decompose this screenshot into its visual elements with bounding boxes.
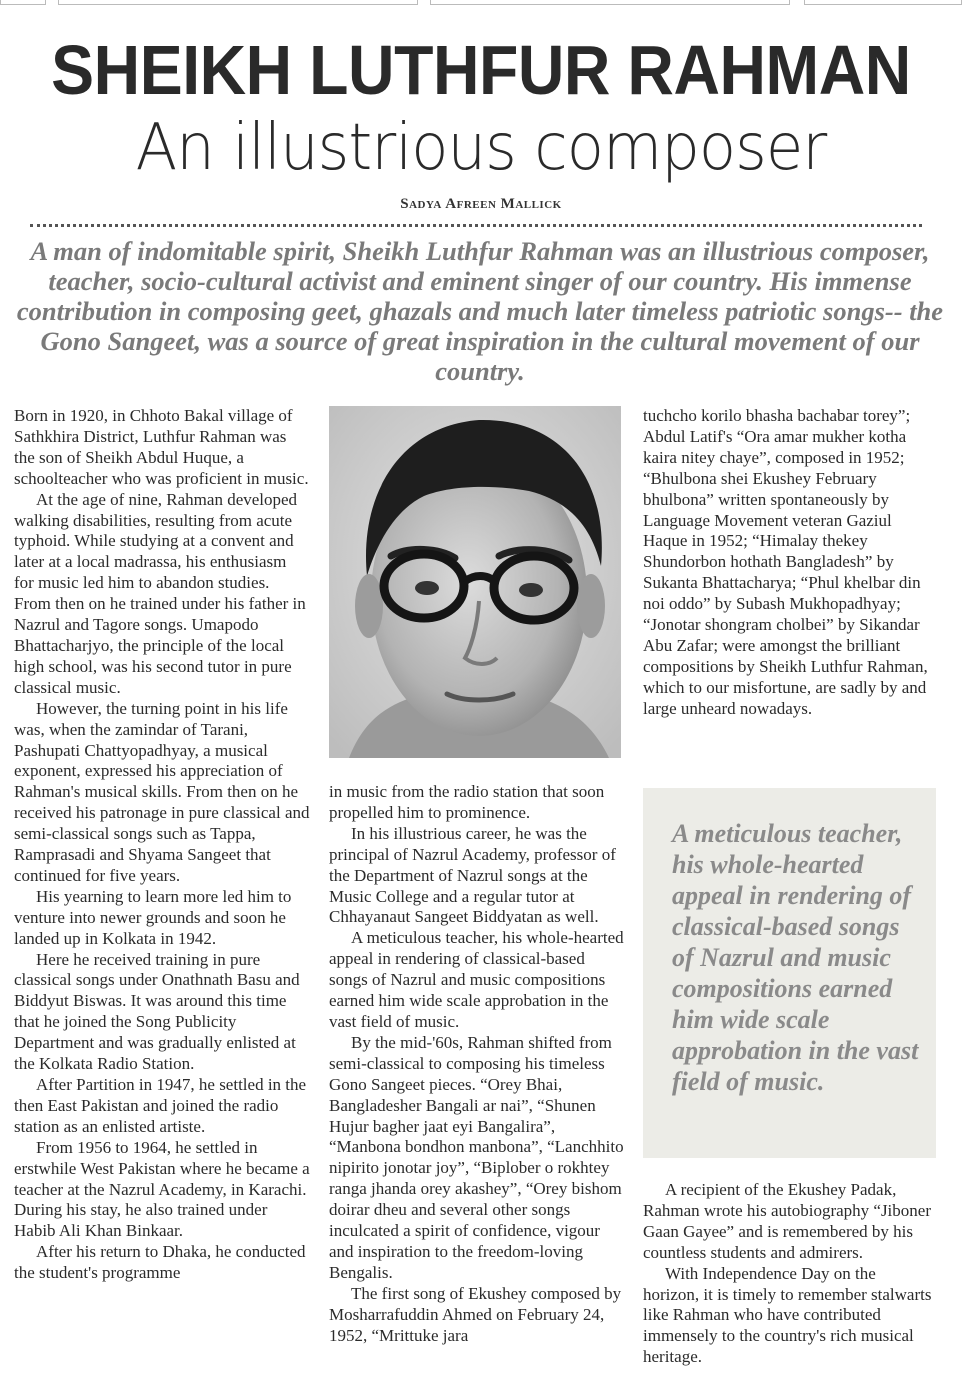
top-rule <box>58 0 418 5</box>
column-3-bottom <box>643 1180 935 1388</box>
column-2 <box>329 782 625 1388</box>
dotted-divider <box>30 224 922 228</box>
paragraph: Born in 1920, in Chhoto Bakal village of Sathkhira District, Luthfur Rahman was the son of Sheikh Abdul Huque, a schoolteacher who was proficient in music. <box>14 406 309 488</box>
paragraph: tuchcho korilo bhasha bachabar torey”; Abdul Latif's “Ora amar mukher kotha kaira nitey chaye”, composed in 1952; “Bhulbona shei Ekushey February bhulbona” written spontaneously by Language Movement veteran Gaziul Haque in 1952; “Himalay thekey Shundorbon hothath Bangladesh” by Sukanta Bhattacharya; “Phul khelbar din noi oddo” by Subash Mukhopadhyay; “Jonotar shongram cholbei” by Sikandar Abu Zafar; were amongst the brilliant compositions by Sheikh Luthfur Rahman, which to our misfortune, are sadly by and large unheard nowadays. <box>643 406 928 718</box>
portrait-photo <box>329 406 621 758</box>
intro-standfirst: A man of indomitable spirit, Sheikh Luthfur Rahman was an illustrious composer, teacher, socio-cultural activist and eminent singer of our country. His immense contribution in composing geet, ghazals and much later timeless patriotic songs-- the Gono Sangeet, was a source of great inspiration in the cultural movement of our country. <box>16 236 944 386</box>
portrait-illustration <box>329 406 621 758</box>
paragraph: By the mid-'60s, Rahman shifted from semi-classical to composing his timeless Gono Sangeet pieces. “Orey Bhai, Bangladesher Bangali ar nai”, “Shunen Hujur bagher jaat eyi Bangalira”, “Manbona bondhon manbona”, “Lanchhito nipirito jonotar joy”, “Biplober o rokhtey ranga jhanda orey akashey”, “Orey bishom doirar dheu and several other songs inculcated a spirit of confidence, vigour and inspiration to the freedom-loving Bengalis. <box>329 1032 624 1282</box>
paragraph: in music from the radio station that soon propelled him to prominence. <box>329 782 605 822</box>
column-1 <box>14 406 310 1388</box>
paragraph: A meticulous teacher, his whole-hearted appeal in rendering of classical-based songs of Nazrul and music compositions earned him wide scale approbation in the vast field of music. <box>329 928 624 1031</box>
column-3-top <box>643 406 935 766</box>
paragraph: Here he received training in pure classical songs under Onathnath Basu and Biddyut Biswas. It was around this time that he joined the Song Publicity Department and was gradually enlisted at the Kolkata Radio Station. <box>14 949 300 1074</box>
subheadline: An illustrious composer <box>135 111 827 185</box>
byline: Sadya Afreen Mallick <box>400 196 562 212</box>
headline: SHEIKH LUTHFUR RAHMAN <box>51 31 911 109</box>
paragraph: His yearning to learn more led him to venture into newer grounds and soon he landed up in Kolkata in 1942. <box>14 886 292 948</box>
paragraph: In his illustrious career, he was the principal of Nazrul Academy, professor of the Department of Nazrul songs at the Music College and a regular tutor at Chhayanaut Sangeet Biddyatan as well. <box>329 823 616 927</box>
top-rule <box>804 0 962 5</box>
top-rule <box>430 0 790 5</box>
paragraph: From 1956 to 1964, he settled in erstwhile West Pakistan where he became a teacher at the Nazrul Academy, in Karachi. During his stay, he also trained under Habib Ali Khan Binkaar. <box>14 1137 310 1241</box>
paragraph: At the age of nine, Rahman developed walking disabilities, resulting from acute typhoid. While studying at a convent and later at a local madrassa, his enthusiasm for music led him to abandon studies. From then on he trained under his father in Nazrul and Tagore songs. Umapodo Bhattacharjyo, the principle of the local high school, was his second tutor in pure classical music. <box>14 489 306 697</box>
paragraph: After Partition in 1947, he settled in the then East Pakistan and joined the radio station as an enlisted artiste. <box>14 1075 307 1136</box>
paragraph: With Independence Day on the horizon, it is timely to remember stalwarts like Rahman who have contributed immensely to the country's rich musical heritage. <box>643 1263 932 1367</box>
paragraph: The first song of Ekushey composed by Mosharrafuddin Ahmed on February 24, 1952, “Mrittuke jara <box>329 1283 622 1345</box>
paragraph: After his return to Dhaka, he conducted the student's programme <box>14 1242 306 1283</box>
pull-quote: A meticulous teacher, his whole-hearted appeal in rendering of classical-based songs of Nazrul and music compositions earned him wide scale approbation in the vast field of music. <box>672 819 919 1096</box>
top-rule <box>0 0 46 5</box>
pull-quote-box <box>643 788 936 1158</box>
paragraph: However, the turning point in his life was, when the zamindar of Tarani, Pashupati Chattyopadhyay, a musical exponent, expressed his appreciation of Rahman's musical skills. From then on he received his patronage in pure classical and semi-classical songs such as Tappa, Ramprasadi and Shyama Sangeet that continued for five years. <box>14 698 310 885</box>
paragraph: A recipient of the Ekushey Padak, Rahman wrote his autobiography “Jiboner Gaan Gayee” and is remembered by his countless students and admirers. <box>643 1180 931 1262</box>
